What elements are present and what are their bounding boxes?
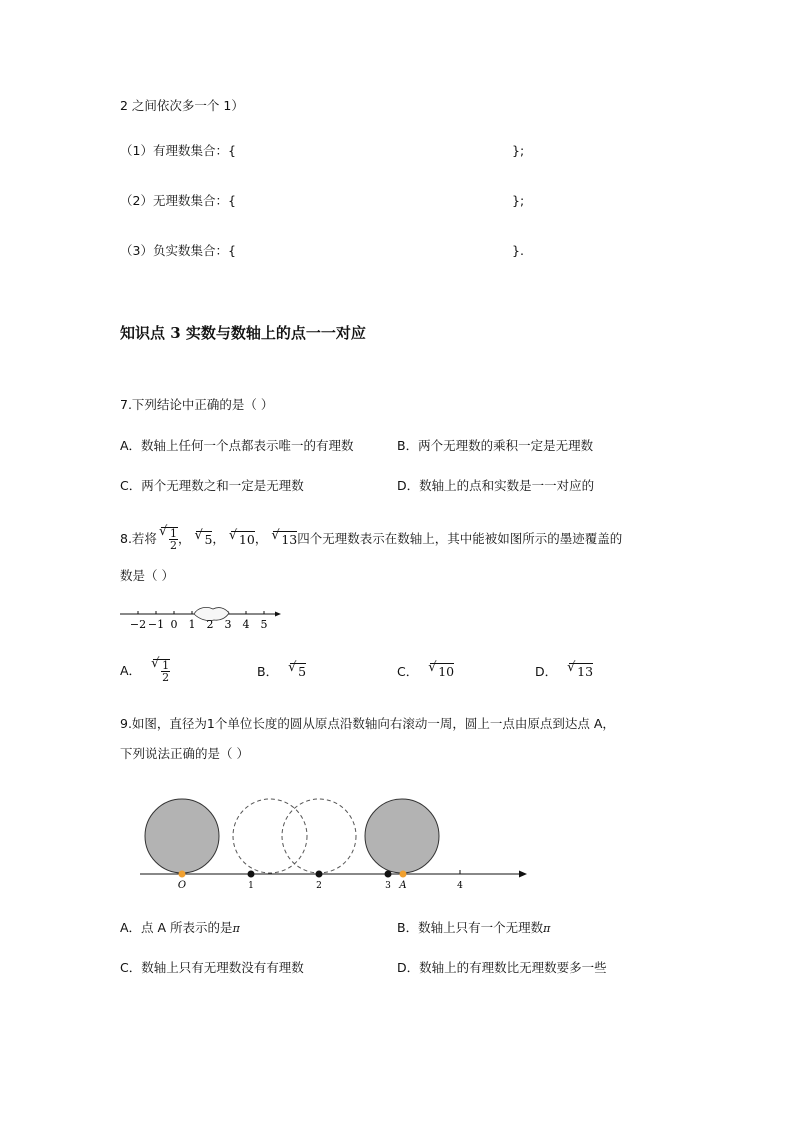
q9-option-a-pi: π	[232, 922, 240, 935]
q8-option-c-value	[430, 663, 454, 680]
q9-label-2: 2	[316, 881, 322, 891]
q9-stem-line2: 下列说法正确的是（ ）	[120, 746, 249, 761]
q8-stem	[120, 522, 622, 556]
q8-tick-label: 2	[206, 618, 214, 631]
q8-option-a-value	[153, 659, 170, 683]
set-negative-real-close: }.	[512, 243, 524, 258]
q8-frac-den: 2	[169, 539, 177, 552]
q9-label-origin: O	[177, 880, 187, 891]
q8-option-b-val: 5	[298, 664, 307, 679]
q9-label-1: 1	[248, 881, 254, 891]
q9-point-a	[400, 871, 407, 878]
q9-option-d: D．数轴上的有理数比无理数要多一些	[397, 960, 607, 975]
q9-label-4: 4	[457, 881, 463, 891]
q8-tick-label: 0	[170, 618, 178, 631]
q9-option-b-text: B．数轴上只有一个无理数	[397, 920, 544, 935]
q9-option-a	[120, 920, 240, 937]
q8-tick-label: −1	[147, 618, 165, 631]
q8-option-c-val: 10	[438, 664, 455, 679]
q8-option-a-den: 2	[162, 671, 170, 684]
q9-stem-line1: 9.如图，直径为1个单位长度的圆从原点沿数轴向右滚动一周，圆上一点由原点到达点 A，	[120, 716, 615, 731]
q9-point-2	[316, 871, 323, 878]
q8-tick-label: −2	[129, 618, 147, 631]
q8-option-d-label: D．	[535, 664, 558, 679]
q7-option-d: D．数轴上的点和实数是一一对应的	[397, 478, 595, 493]
q8-suffix: 四个无理数表示在数轴上，其中能被如图所示的墨迹覆盖的	[297, 531, 623, 546]
intro-line: 2 之间依次多一个 1）	[120, 98, 244, 113]
q8-frac-num: √ 1	[169, 527, 177, 540]
q8-sep2: ，	[212, 531, 225, 546]
q8-sqrt10-val: 10	[238, 531, 255, 547]
q9-option-a-text: A．点 A 所表示的是	[120, 920, 233, 935]
q8-sep3: ，	[254, 531, 268, 546]
q8-tick-label: 4	[242, 618, 250, 631]
q8-tick-label: 1	[188, 618, 196, 631]
q8-sqrt5	[196, 531, 212, 548]
q8-sqrt5-val: 5	[204, 531, 213, 547]
set-rational-label: （1）有理数集合：{	[120, 143, 236, 158]
q7-option-a: A．数轴上任何一个点都表示唯一的有理数	[120, 438, 354, 453]
q9-label-3: 3	[385, 881, 391, 891]
q8-option-b-value	[290, 663, 306, 680]
q8-prefix: 8.若将	[120, 531, 157, 546]
set-negative-real-label: （3）负实数集合：{	[120, 243, 236, 258]
q8-sqrt10	[231, 531, 255, 548]
q8-sqrt-half	[161, 527, 178, 551]
q8-sqrt13	[273, 531, 297, 548]
q9-option-c: C．数轴上只有无理数没有有理数	[120, 960, 304, 975]
q9-option-b	[397, 920, 550, 937]
q9-start-circle	[145, 799, 219, 873]
q8-number-line-figure	[115, 603, 285, 633]
q8-sep1: ，	[177, 531, 191, 546]
q8-tick-label: 5	[260, 618, 268, 631]
q9-axis-arrow	[519, 871, 527, 878]
q9-label-a: A	[399, 880, 407, 891]
q8-option-c-label: C．	[397, 664, 419, 679]
q8-option-d-value	[569, 663, 593, 680]
q9-rolling-circle-dashed-1	[233, 799, 307, 873]
set-irrational-close: };	[512, 193, 525, 208]
q8-axis-arrow	[275, 612, 281, 617]
q8-option-b	[257, 663, 306, 680]
q8-option-d	[535, 663, 593, 680]
q8-stem-line2: 数是（ ）	[120, 568, 174, 583]
q8-fraction	[169, 528, 178, 551]
q9-rolling-circle-dashed-2	[282, 799, 356, 873]
q8-sqrt13-val: 13	[281, 531, 298, 547]
q8-option-d-val: 13	[577, 664, 594, 679]
q9-option-b-pi: π	[543, 922, 551, 935]
q9-point-3	[385, 871, 392, 878]
section-heading: 知识点 3 实数与数轴上的点一一对应	[120, 324, 366, 342]
q8-option-b-label: B．	[257, 664, 279, 679]
q8-option-a-label: A．	[120, 663, 142, 678]
q9-point-1	[248, 871, 255, 878]
q8-option-a	[120, 654, 170, 688]
q8-tick-label: 3	[224, 618, 232, 631]
q8-option-a-num: √ 1	[162, 659, 170, 672]
q8-option-a-fraction	[161, 660, 170, 683]
q8-option-c	[397, 663, 454, 680]
set-rational-close: };	[512, 143, 525, 158]
set-irrational-label: （2）无理数集合：{	[120, 193, 236, 208]
q7-stem: 7.下列结论中正确的是（ ）	[120, 397, 274, 412]
q9-origin-point	[179, 871, 186, 878]
q9-end-circle	[365, 799, 439, 873]
q9-rolling-circle-figure	[135, 795, 535, 895]
q7-option-b: B．两个无理数的乘积一定是无理数	[397, 438, 594, 453]
q7-option-c: C．两个无理数之和一定是无理数	[120, 478, 304, 493]
